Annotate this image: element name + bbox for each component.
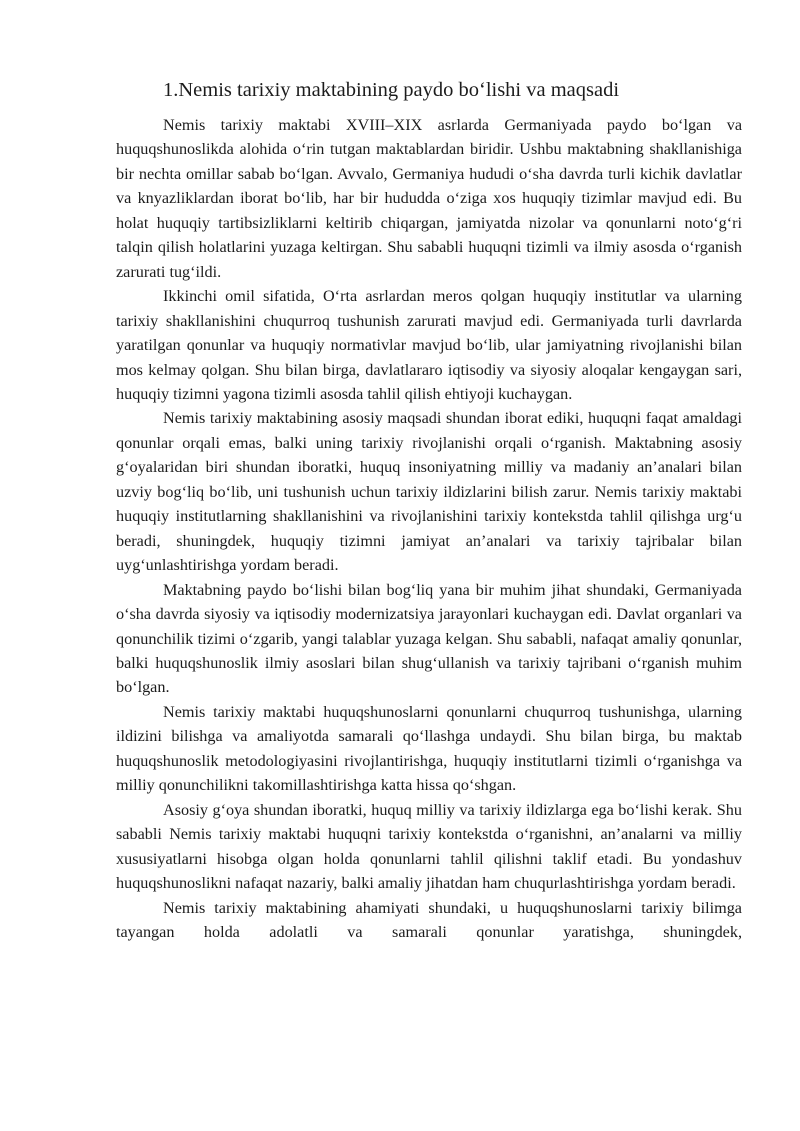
paragraph-continued: Nemis tarixiy maktabining ahamiyati shundaki, u huquqshunoslarni tarixiy bilimga tayangan holda adolatli va samarali qonunlar yaratishga, shuningdek, — [116, 898, 742, 941]
section-heading: 1.Nemis tarixiy maktabining paydo bo‘lishi va maqsadi — [163, 79, 620, 101]
body-text — [116, 113, 742, 944]
paragraph: Maktabning paydo bo‘lishi bilan bog‘liq yana bir muhim jihat shundaki, Germaniyada o‘sha davrda siyosiy va iqtisodiy modernizatsiya jarayonlari kuchaygan edi. Davlat organlari va qonunchilik tizimi o‘zgarib, yangi talablar yuzaga kelgan. Shu sababli, nafaqat amaliy qonunlar, balki huquqshunoslik ilmiy asoslari bilan shug‘ullanish va tarixiy tajribani o‘rganish muhim bo‘lgan. — [116, 580, 742, 697]
paragraph: Nemis tarixiy maktabi XVIII–XIX asrlarda Germaniyada paydo bo‘lgan va huquqshunoslikda alohida o‘rin tutgan maktablardan biridir. Ushbu maktabning shakllanishiga bir nechta omillar sabab bo‘lgan. Avvalo, Germaniya hududi o‘sha davrda turli kichik davlatlar va knyazliklardan iborat bo‘lib, har bir hududda o‘ziga xos huquqiy tizimlar mavjud edi. Bu holat huquqiy tartibsizliklarni keltirib chiqargan, jamiyatda nizolar va qonunlarni noto‘g‘ri talqin qilish holatlarini yuzaga keltirgan. Shu sababli huquqni tizimli va ilmiy asosda o‘rganish zarurati tug‘ildi. — [116, 116, 742, 281]
paragraph: Ikkinchi omil sifatida, O‘rta asrlardan meros qolgan huquqiy institutlar va ularning tarixiy shakllanishini chuqurroq tushunish zarurati mavjud edi. Germaniyada turli davrlarda yaratilgan qonunlar va huquqiy normativlar mavjud bo‘lib, ular jamiyatning rivojlanishi bilan mos kelmay qolgan. Shu bilan birga, davlatlararo iqtisodiy va siyosiy aloqalar kengaygan sari, huquqiy tizimni yagona tizimli asosda tahlil qilish ehtiyoji kuchaygan. — [116, 287, 742, 403]
paragraph: Asosiy g‘oya shundan iboratki, huquq milliy va tarixiy ildizlarga ega bo‘lishi kerak. Shu sababli Nemis tarixiy maktabi huquqni tarixiy kontekstda o‘rganishni, an’analarni va milliy xususiyatlarni hisobga olgan holda qonunlarni tahlil qilishni taklif etadi. Bu yondashuv huquqshunoslikni nafaqat nazariy, balki amaliy jihatdan ham chuqurlashtirishga yordam beradi. — [116, 800, 742, 893]
paragraph: Nemis tarixiy maktabining asosiy maqsadi shundan iborat ediki, huquqni faqat amaldagi qonunlar orqali emas, balki uning tarixiy rivojlanishi orqali o‘rganish. Maktabning asosiy g‘oyalaridan biri shundan iboratki, huquq insoniyatning milliy va madaniy an’analari bilan uzviy bog‘liq bo‘lib, uni tushunish uchun tarixiy ildizlarini bilish zarur. Nemis tarixiy maktabi huquqiy institutlarning shakllanishini va rivojlanishini tarixiy kontekstda tahlil qilishga urg‘u beradi, shuningdek, huquqiy tizimni jamiyat an’analari va tarixiy tajribalar bilan uyg‘unlashtirishga yordam beradi. — [116, 409, 742, 575]
paragraph: Nemis tarixiy maktabi huquqshunoslarni qonunlarni chuqurroq tushunishga, ularning ildizini bilishga va amaliyotda samarali qo‘llashga undaydi. Shu bilan birga, bu maktab huquqshunoslik metodologiyasini rivojlantirishga, huquqiy institutlarni tizimli o‘rganishga va milliy qonunchilikni takomillashtirishga katta hissa qo‘shgan. — [116, 702, 742, 795]
document-page — [116, 0, 742, 944]
